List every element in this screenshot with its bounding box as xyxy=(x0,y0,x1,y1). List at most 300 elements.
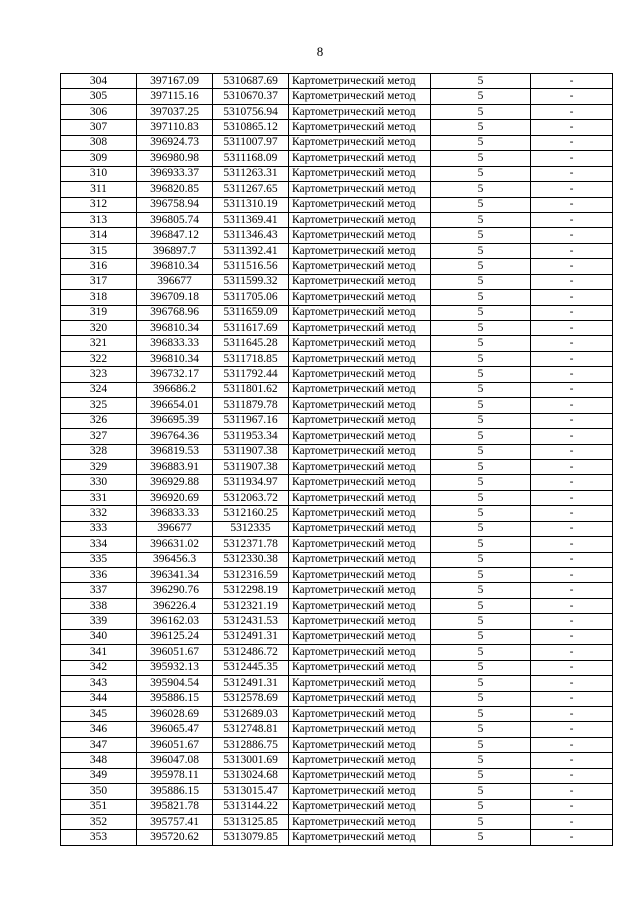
x-coordinate-cell: 396920.69 xyxy=(137,490,213,505)
method-cell: Картометрический метод xyxy=(289,212,431,227)
x-coordinate-cell: 396847.12 xyxy=(137,228,213,243)
accuracy-cell: 5 xyxy=(431,212,531,227)
y-coordinate-cell: 5312445.35 xyxy=(213,660,289,675)
note-cell: - xyxy=(531,691,613,706)
point-number-cell: 338 xyxy=(61,598,137,613)
x-coordinate-cell: 396695.39 xyxy=(137,413,213,428)
accuracy-cell: 5 xyxy=(431,290,531,305)
point-number-cell: 329 xyxy=(61,459,137,474)
point-number-cell: 323 xyxy=(61,367,137,382)
table-row xyxy=(61,598,613,613)
y-coordinate-cell: 5313001.69 xyxy=(213,753,289,768)
table-row xyxy=(61,676,613,691)
accuracy-cell: 5 xyxy=(431,228,531,243)
accuracy-cell: 5 xyxy=(431,691,531,706)
y-coordinate-cell: 5311907.38 xyxy=(213,459,289,474)
table-row xyxy=(61,259,613,274)
note-cell: - xyxy=(531,676,613,691)
note-cell: - xyxy=(531,768,613,783)
x-coordinate-cell: 396051.67 xyxy=(137,645,213,660)
y-coordinate-cell: 5313125.85 xyxy=(213,815,289,830)
accuracy-cell: 5 xyxy=(431,135,531,150)
point-number-cell: 339 xyxy=(61,614,137,629)
x-coordinate-cell: 396833.33 xyxy=(137,506,213,521)
note-cell: - xyxy=(531,290,613,305)
method-cell: Картометрический метод xyxy=(289,506,431,521)
point-number-cell: 315 xyxy=(61,243,137,258)
note-cell: - xyxy=(531,166,613,181)
x-coordinate-cell: 396924.73 xyxy=(137,135,213,150)
table-row xyxy=(61,706,613,721)
method-cell: Картометрический метод xyxy=(289,784,431,799)
note-cell: - xyxy=(531,799,613,814)
accuracy-cell: 5 xyxy=(431,490,531,505)
accuracy-cell: 5 xyxy=(431,351,531,366)
y-coordinate-cell: 5311705.06 xyxy=(213,290,289,305)
accuracy-cell: 5 xyxy=(431,614,531,629)
table-row xyxy=(61,166,613,181)
note-cell: - xyxy=(531,444,613,459)
y-coordinate-cell: 5312748.81 xyxy=(213,722,289,737)
table-row xyxy=(61,243,613,258)
method-cell: Картометрический метод xyxy=(289,737,431,752)
y-coordinate-cell: 5312298.19 xyxy=(213,583,289,598)
x-coordinate-cell: 395757.41 xyxy=(137,815,213,830)
x-coordinate-cell: 396758.94 xyxy=(137,197,213,212)
note-cell: - xyxy=(531,568,613,583)
point-number-cell: 350 xyxy=(61,784,137,799)
point-number-cell: 324 xyxy=(61,382,137,397)
table-row xyxy=(61,645,613,660)
note-cell: - xyxy=(531,552,613,567)
note-cell: - xyxy=(531,521,613,536)
accuracy-cell: 5 xyxy=(431,629,531,644)
table-row xyxy=(61,737,613,752)
method-cell: Картометрический метод xyxy=(289,490,431,505)
method-cell: Картометрический метод xyxy=(289,475,431,490)
note-cell: - xyxy=(531,784,613,799)
point-number-cell: 321 xyxy=(61,336,137,351)
point-number-cell: 325 xyxy=(61,398,137,413)
accuracy-cell: 5 xyxy=(431,382,531,397)
note-cell: - xyxy=(531,135,613,150)
note-cell: - xyxy=(531,89,613,104)
note-cell: - xyxy=(531,645,613,660)
y-coordinate-cell: 5311879.78 xyxy=(213,398,289,413)
page-number: 8 xyxy=(316,44,324,59)
accuracy-cell: 5 xyxy=(431,568,531,583)
note-cell: - xyxy=(531,151,613,166)
note-cell: - xyxy=(531,398,613,413)
method-cell: Картометрический метод xyxy=(289,444,431,459)
table-row xyxy=(61,367,613,382)
point-number-cell: 336 xyxy=(61,568,137,583)
x-coordinate-cell: 396810.34 xyxy=(137,321,213,336)
y-coordinate-cell: 5311792.44 xyxy=(213,367,289,382)
table-row xyxy=(61,583,613,598)
method-cell: Картометрический метод xyxy=(289,89,431,104)
note-cell: - xyxy=(531,351,613,366)
point-number-cell: 314 xyxy=(61,228,137,243)
method-cell: Картометрический метод xyxy=(289,243,431,258)
coordinates-table-body xyxy=(61,74,613,846)
accuracy-cell: 5 xyxy=(431,166,531,181)
point-number-cell: 333 xyxy=(61,521,137,536)
note-cell: - xyxy=(531,629,613,644)
accuracy-cell: 5 xyxy=(431,120,531,135)
y-coordinate-cell: 5311801.62 xyxy=(213,382,289,397)
table-row xyxy=(61,212,613,227)
method-cell: Картометрический метод xyxy=(289,691,431,706)
x-coordinate-cell: 396810.34 xyxy=(137,351,213,366)
y-coordinate-cell: 5312330.38 xyxy=(213,552,289,567)
table-row xyxy=(61,336,613,351)
note-cell: - xyxy=(531,259,613,274)
method-cell: Картометрический метод xyxy=(289,274,431,289)
table-row xyxy=(61,459,613,474)
method-cell: Картометрический метод xyxy=(289,645,431,660)
accuracy-cell: 5 xyxy=(431,660,531,675)
method-cell: Картометрический метод xyxy=(289,104,431,119)
table-row xyxy=(61,691,613,706)
accuracy-cell: 5 xyxy=(431,182,531,197)
accuracy-cell: 5 xyxy=(431,706,531,721)
method-cell: Картометрический метод xyxy=(289,290,431,305)
x-coordinate-cell: 396883.91 xyxy=(137,459,213,474)
x-coordinate-cell: 396732.17 xyxy=(137,367,213,382)
method-cell: Картометрический метод xyxy=(289,151,431,166)
table-row xyxy=(61,753,613,768)
x-coordinate-cell: 396028.69 xyxy=(137,706,213,721)
accuracy-cell: 5 xyxy=(431,336,531,351)
y-coordinate-cell: 5311007.97 xyxy=(213,135,289,150)
x-coordinate-cell: 396341.34 xyxy=(137,568,213,583)
y-coordinate-cell: 5312335 xyxy=(213,521,289,536)
table-row xyxy=(61,475,613,490)
accuracy-cell: 5 xyxy=(431,89,531,104)
x-coordinate-cell: 396768.96 xyxy=(137,305,213,320)
method-cell: Картометрический метод xyxy=(289,598,431,613)
note-cell: - xyxy=(531,737,613,752)
table-row xyxy=(61,429,613,444)
table-row xyxy=(61,830,613,845)
y-coordinate-cell: 5311310.19 xyxy=(213,197,289,212)
table-row xyxy=(61,568,613,583)
method-cell: Картометрический метод xyxy=(289,676,431,691)
point-number-cell: 304 xyxy=(61,74,137,89)
note-cell: - xyxy=(531,753,613,768)
method-cell: Картометрический метод xyxy=(289,722,431,737)
accuracy-cell: 5 xyxy=(431,429,531,444)
x-coordinate-cell: 396065.47 xyxy=(137,722,213,737)
table-row xyxy=(61,89,613,104)
point-number-cell: 337 xyxy=(61,583,137,598)
y-coordinate-cell: 5312486.72 xyxy=(213,645,289,660)
point-number-cell: 353 xyxy=(61,830,137,845)
x-coordinate-cell: 396819.53 xyxy=(137,444,213,459)
x-coordinate-cell: 396677 xyxy=(137,274,213,289)
note-cell: - xyxy=(531,706,613,721)
accuracy-cell: 5 xyxy=(431,305,531,320)
table-row xyxy=(61,351,613,366)
coordinates-table xyxy=(60,73,613,846)
y-coordinate-cell: 5313015.47 xyxy=(213,784,289,799)
note-cell: - xyxy=(531,212,613,227)
table-row xyxy=(61,151,613,166)
accuracy-cell: 5 xyxy=(431,521,531,536)
point-number-cell: 332 xyxy=(61,506,137,521)
point-number-cell: 317 xyxy=(61,274,137,289)
x-coordinate-cell: 396631.02 xyxy=(137,537,213,552)
method-cell: Картометрический метод xyxy=(289,351,431,366)
point-number-cell: 331 xyxy=(61,490,137,505)
table-row xyxy=(61,722,613,737)
method-cell: Картометрический метод xyxy=(289,521,431,536)
note-cell: - xyxy=(531,475,613,490)
x-coordinate-cell: 396805.74 xyxy=(137,212,213,227)
table-row xyxy=(61,629,613,644)
method-cell: Картометрический метод xyxy=(289,629,431,644)
method-cell: Картометрический метод xyxy=(289,815,431,830)
note-cell: - xyxy=(531,305,613,320)
method-cell: Картометрический метод xyxy=(289,537,431,552)
x-coordinate-cell: 396677 xyxy=(137,521,213,536)
accuracy-cell: 5 xyxy=(431,459,531,474)
table-row xyxy=(61,290,613,305)
y-coordinate-cell: 5312431.53 xyxy=(213,614,289,629)
x-coordinate-cell: 395978.11 xyxy=(137,768,213,783)
method-cell: Картометрический метод xyxy=(289,197,431,212)
y-coordinate-cell: 5311267.65 xyxy=(213,182,289,197)
method-cell: Картометрический метод xyxy=(289,259,431,274)
point-number-cell: 352 xyxy=(61,815,137,830)
note-cell: - xyxy=(531,660,613,675)
y-coordinate-cell: 5310670.37 xyxy=(213,89,289,104)
point-number-cell: 309 xyxy=(61,151,137,166)
accuracy-cell: 5 xyxy=(431,737,531,752)
note-cell: - xyxy=(531,459,613,474)
point-number-cell: 312 xyxy=(61,197,137,212)
note-cell: - xyxy=(531,598,613,613)
y-coordinate-cell: 5312491.31 xyxy=(213,676,289,691)
y-coordinate-cell: 5313024.68 xyxy=(213,768,289,783)
point-number-cell: 330 xyxy=(61,475,137,490)
point-number-cell: 322 xyxy=(61,351,137,366)
accuracy-cell: 5 xyxy=(431,676,531,691)
y-coordinate-cell: 5310865.12 xyxy=(213,120,289,135)
point-number-cell: 308 xyxy=(61,135,137,150)
y-coordinate-cell: 5311659.09 xyxy=(213,305,289,320)
table-row xyxy=(61,305,613,320)
table-row xyxy=(61,228,613,243)
point-number-cell: 351 xyxy=(61,799,137,814)
y-coordinate-cell: 5311392.41 xyxy=(213,243,289,258)
method-cell: Картометрический метод xyxy=(289,382,431,397)
point-number-cell: 347 xyxy=(61,737,137,752)
note-cell: - xyxy=(531,197,613,212)
accuracy-cell: 5 xyxy=(431,583,531,598)
point-number-cell: 306 xyxy=(61,104,137,119)
method-cell: Картометрический метод xyxy=(289,336,431,351)
accuracy-cell: 5 xyxy=(431,444,531,459)
point-number-cell: 327 xyxy=(61,429,137,444)
point-number-cell: 334 xyxy=(61,537,137,552)
method-cell: Картометрический метод xyxy=(289,398,431,413)
method-cell: Картометрический метод xyxy=(289,228,431,243)
note-cell: - xyxy=(531,336,613,351)
point-number-cell: 311 xyxy=(61,182,137,197)
y-coordinate-cell: 5312689.03 xyxy=(213,706,289,721)
y-coordinate-cell: 5312160.25 xyxy=(213,506,289,521)
table-row xyxy=(61,197,613,212)
method-cell: Картометрический метод xyxy=(289,367,431,382)
accuracy-cell: 5 xyxy=(431,799,531,814)
x-coordinate-cell: 396162.03 xyxy=(137,614,213,629)
x-coordinate-cell: 396929.88 xyxy=(137,475,213,490)
accuracy-cell: 5 xyxy=(431,784,531,799)
accuracy-cell: 5 xyxy=(431,151,531,166)
table-row xyxy=(61,490,613,505)
note-cell: - xyxy=(531,243,613,258)
accuracy-cell: 5 xyxy=(431,274,531,289)
x-coordinate-cell: 396810.34 xyxy=(137,259,213,274)
y-coordinate-cell: 5312316.59 xyxy=(213,568,289,583)
x-coordinate-cell: 395932.13 xyxy=(137,660,213,675)
y-coordinate-cell: 5311516.56 xyxy=(213,259,289,274)
x-coordinate-cell: 396290.76 xyxy=(137,583,213,598)
y-coordinate-cell: 5311718.85 xyxy=(213,351,289,366)
table-row xyxy=(61,274,613,289)
x-coordinate-cell: 397037.25 xyxy=(137,104,213,119)
table-row xyxy=(61,552,613,567)
method-cell: Картометрический метод xyxy=(289,429,431,444)
accuracy-cell: 5 xyxy=(431,475,531,490)
point-number-cell: 328 xyxy=(61,444,137,459)
accuracy-cell: 5 xyxy=(431,259,531,274)
accuracy-cell: 5 xyxy=(431,645,531,660)
method-cell: Картометрический метод xyxy=(289,166,431,181)
x-coordinate-cell: 397115.16 xyxy=(137,89,213,104)
accuracy-cell: 5 xyxy=(431,815,531,830)
x-coordinate-cell: 395886.15 xyxy=(137,784,213,799)
note-cell: - xyxy=(531,830,613,845)
x-coordinate-cell: 395720.62 xyxy=(137,830,213,845)
point-number-cell: 343 xyxy=(61,676,137,691)
note-cell: - xyxy=(531,367,613,382)
method-cell: Картометрический метод xyxy=(289,706,431,721)
y-coordinate-cell: 5312321.19 xyxy=(213,598,289,613)
table-row xyxy=(61,120,613,135)
accuracy-cell: 5 xyxy=(431,321,531,336)
x-coordinate-cell: 397110.83 xyxy=(137,120,213,135)
table-row xyxy=(61,521,613,536)
x-coordinate-cell: 395886.15 xyxy=(137,691,213,706)
note-cell: - xyxy=(531,429,613,444)
accuracy-cell: 5 xyxy=(431,830,531,845)
x-coordinate-cell: 395904.54 xyxy=(137,676,213,691)
accuracy-cell: 5 xyxy=(431,598,531,613)
note-cell: - xyxy=(531,722,613,737)
method-cell: Картометрический метод xyxy=(289,614,431,629)
table-row xyxy=(61,413,613,428)
point-number-cell: 319 xyxy=(61,305,137,320)
accuracy-cell: 5 xyxy=(431,243,531,258)
note-cell: - xyxy=(531,537,613,552)
note-cell: - xyxy=(531,321,613,336)
x-coordinate-cell: 396897.7 xyxy=(137,243,213,258)
y-coordinate-cell: 5312491.31 xyxy=(213,629,289,644)
method-cell: Картометрический метод xyxy=(289,182,431,197)
table-row xyxy=(61,135,613,150)
y-coordinate-cell: 5310756.94 xyxy=(213,104,289,119)
point-number-cell: 344 xyxy=(61,691,137,706)
x-coordinate-cell: 396654.01 xyxy=(137,398,213,413)
note-cell: - xyxy=(531,228,613,243)
point-number-cell: 305 xyxy=(61,89,137,104)
method-cell: Картометрический метод xyxy=(289,830,431,845)
y-coordinate-cell: 5311617.69 xyxy=(213,321,289,336)
table-row xyxy=(61,799,613,814)
accuracy-cell: 5 xyxy=(431,722,531,737)
table-row xyxy=(61,506,613,521)
point-number-cell: 313 xyxy=(61,212,137,227)
method-cell: Картометрический метод xyxy=(289,120,431,135)
y-coordinate-cell: 5312063.72 xyxy=(213,490,289,505)
method-cell: Картометрический метод xyxy=(289,135,431,150)
x-coordinate-cell: 396980.98 xyxy=(137,151,213,166)
point-number-cell: 307 xyxy=(61,120,137,135)
x-coordinate-cell: 396820.85 xyxy=(137,182,213,197)
table-row xyxy=(61,382,613,397)
table-row xyxy=(61,815,613,830)
accuracy-cell: 5 xyxy=(431,552,531,567)
method-cell: Картометрический метод xyxy=(289,768,431,783)
point-number-cell: 316 xyxy=(61,259,137,274)
accuracy-cell: 5 xyxy=(431,768,531,783)
table-row xyxy=(61,444,613,459)
note-cell: - xyxy=(531,815,613,830)
x-coordinate-cell: 396933.37 xyxy=(137,166,213,181)
x-coordinate-cell: 396051.67 xyxy=(137,737,213,752)
accuracy-cell: 5 xyxy=(431,413,531,428)
note-cell: - xyxy=(531,274,613,289)
point-number-cell: 326 xyxy=(61,413,137,428)
x-coordinate-cell: 396125.24 xyxy=(137,629,213,644)
note-cell: - xyxy=(531,413,613,428)
y-coordinate-cell: 5310687.69 xyxy=(213,74,289,89)
x-coordinate-cell: 396833.33 xyxy=(137,336,213,351)
accuracy-cell: 5 xyxy=(431,506,531,521)
method-cell: Картометрический метод xyxy=(289,552,431,567)
accuracy-cell: 5 xyxy=(431,367,531,382)
table-row xyxy=(61,660,613,675)
point-number-cell: 349 xyxy=(61,768,137,783)
point-number-cell: 342 xyxy=(61,660,137,675)
method-cell: Картометрический метод xyxy=(289,660,431,675)
method-cell: Картометрический метод xyxy=(289,321,431,336)
accuracy-cell: 5 xyxy=(431,398,531,413)
table-row xyxy=(61,182,613,197)
note-cell: - xyxy=(531,490,613,505)
y-coordinate-cell: 5311346.43 xyxy=(213,228,289,243)
point-number-cell: 318 xyxy=(61,290,137,305)
method-cell: Картометрический метод xyxy=(289,568,431,583)
note-cell: - xyxy=(531,614,613,629)
y-coordinate-cell: 5311645.28 xyxy=(213,336,289,351)
y-coordinate-cell: 5311934.97 xyxy=(213,475,289,490)
point-number-cell: 341 xyxy=(61,645,137,660)
y-coordinate-cell: 5313079.85 xyxy=(213,830,289,845)
